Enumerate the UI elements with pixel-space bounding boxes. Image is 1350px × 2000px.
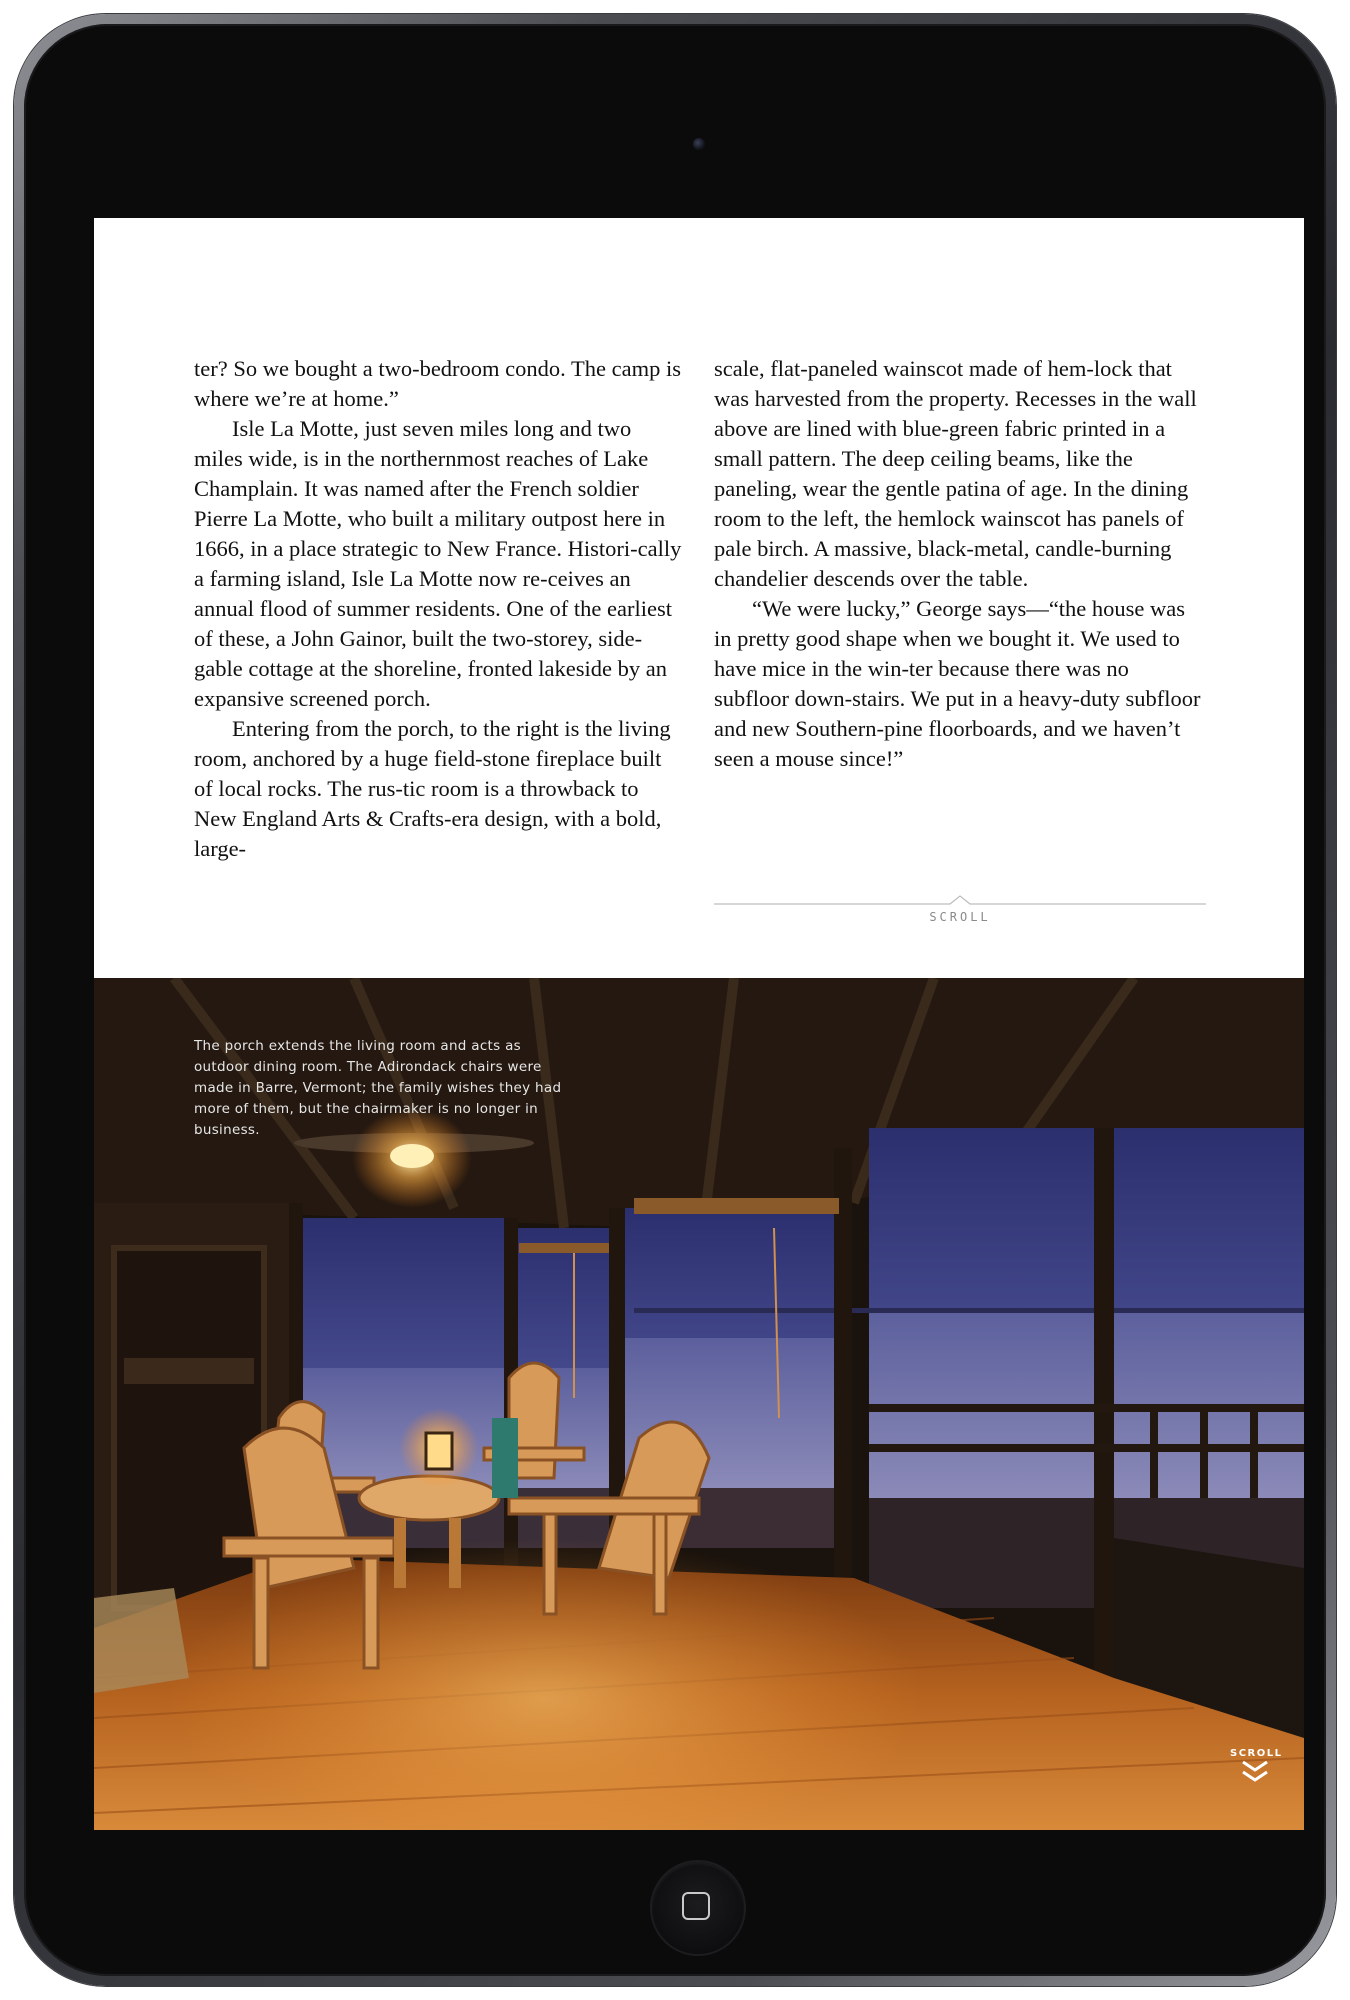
- chevron-double-down-icon: [1240, 1759, 1270, 1783]
- home-button-icon: [682, 1892, 710, 1920]
- paragraph: Isle La Motte, just seven miles long and two miles wide, is in the northernmost reaches of Lake Champlain. It was named after the French soldier Pierre La Motte, who built a military outpost here in 1666, in a place strategic to New France. Histori-cally a farming island, Isle La Motte now re-ceives an annual flood of summer residents. One of the earliest of these, a John Gainor, built the two-storey, side-gable cottage at the shoreline, fronted lakeside by an expansive screened porch.: [194, 416, 682, 711]
- paragraph: ter? So we bought a two-bedroom condo. The camp is where we’re at home.”: [194, 356, 681, 411]
- article-column-right: [714, 354, 1204, 774]
- scroll-button[interactable]: [1230, 1748, 1283, 1808]
- article-column-left: [194, 354, 684, 864]
- paragraph: Entering from the porch, to the right is the living room, anchored by a huge field-stone fireplace built of local rocks. The rus-tic room is a throwback to New England Arts & Crafts-era design, with a bold, large-: [194, 716, 671, 861]
- paragraph: “We were lucky,” George says—“the house was in pretty good shape when we bought it. We used to have mice in the win-ter because there was no subfloor down-stairs. We put in a heavy-duty subfloor and new Southern-pine floorboards, and we haven’t seen a mouse since!”: [714, 596, 1201, 771]
- camera-icon: [693, 138, 705, 150]
- photo-caption: The porch extends the living room and acts as outdoor dining room. The Adirondack chairs were made in Barre, Vermont; the family wishes they had more of them, but the chairmaker is no longer in business.: [194, 1038, 562, 1138]
- scroll-button-label: SCROLL: [1230, 1748, 1283, 1759]
- home-button[interactable]: [652, 1862, 744, 1954]
- screen[interactable]: [94, 218, 1304, 1830]
- article-text-area: [94, 218, 1304, 978]
- scroll-divider-label: SCROLL: [929, 910, 991, 924]
- tablet-bezel: [24, 24, 1326, 1976]
- tablet-frame: [14, 14, 1336, 1986]
- scroll-divider[interactable]: [714, 894, 1206, 934]
- paragraph: scale, flat-paneled wainscot made of hem-lock that was harvested from the property. Recesses in the wall above are lined with blue-green fabric printed in a small pattern. The deep ceiling beams, like the paneling, wear the gentle patina of age. In the dining room to the left, the hemlock wainscot has panels of pale birch. A massive, black-metal, candle-burning chandelier descends over the table.: [714, 356, 1197, 591]
- porch-photo: [94, 978, 1304, 1830]
